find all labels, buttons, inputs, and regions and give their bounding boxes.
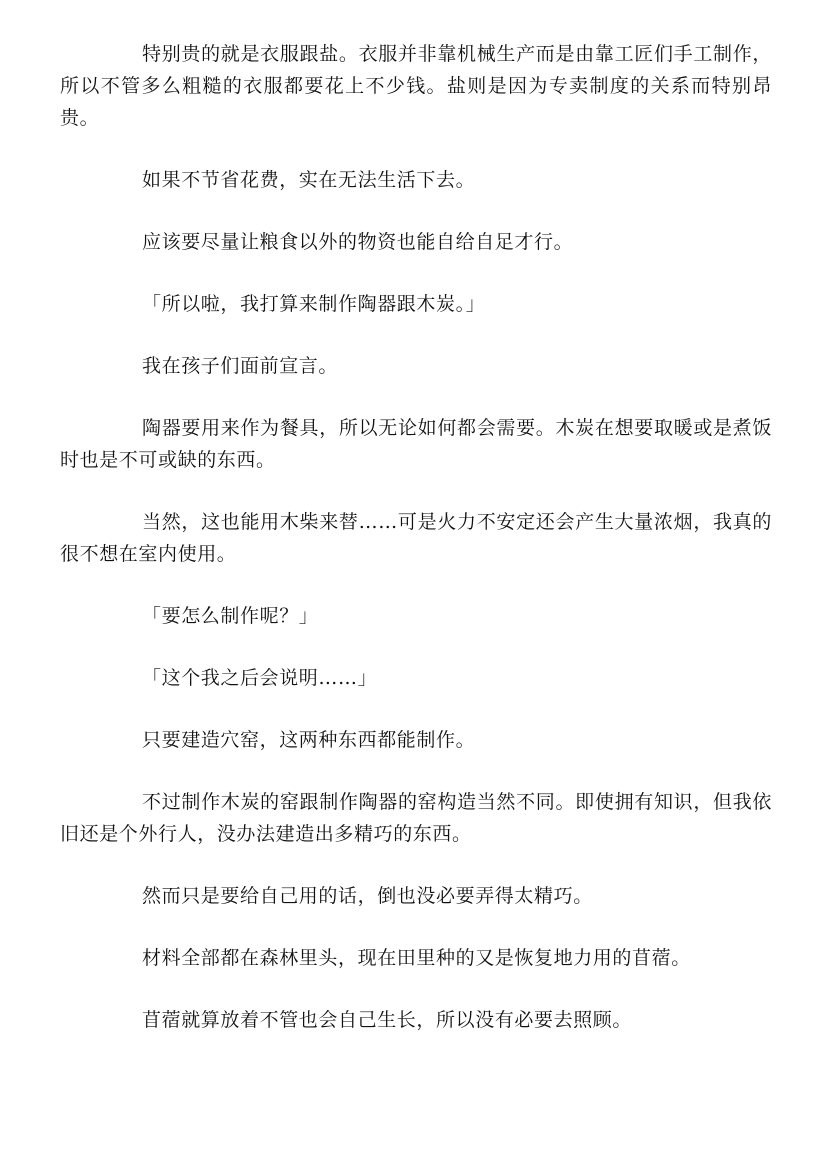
paragraph: 「要怎么制作呢？」 (142, 605, 319, 627)
paragraph: 「这个我之后会说明……」 (142, 667, 378, 689)
paragraph: 苜蓿就算放着不管也会自己生长，所以没有必要去照顾。 (142, 1009, 633, 1031)
paragraph: 当然，这也能用木柴来替……可是火力不安定还会产生大量浓烟，我真的很不想在室内使用。 (60, 511, 772, 565)
paragraph: 然而只是要给自己用的话，倒也没必要弄得太精巧。 (142, 885, 593, 907)
document-page (60, 38, 772, 1066)
paragraph: 陶器要用来作为餐具，所以无论如何都会需要。木炭在想要取暖或是煮饭时也是不可或缺的东西。 (60, 417, 772, 471)
paragraph: 如果不节省花费，实在无法生活下去。 (142, 169, 476, 191)
paragraph: 「所以啦，我打算来制作陶器跟木炭。」 (142, 293, 486, 315)
paragraph: 应该要尽量让粮食以外的物资也能自给自足才行。 (142, 231, 574, 253)
paragraph: 材料全部都在森林里头，现在田里种的又是恢复地力用的苜蓿。 (142, 947, 691, 969)
paragraph: 我在孩子们面前宣言。 (142, 355, 339, 377)
paragraph: 只要建造穴窑，这两种东西都能制作。 (142, 729, 476, 751)
paragraph: 不过制作木炭的窑跟制作陶器的窑构造当然不同。即使拥有知识，但我依旧还是个外行人，没办法建造出多精巧的东西。 (60, 791, 772, 845)
paragraph: 特别贵的就是衣服跟盐。衣服并非靠机械生产而是由靠工匠们手工制作，所以不管多么粗糙的衣服都要花上不少钱。盐则是因为专卖制度的关系而特别昂贵。 (60, 43, 772, 129)
